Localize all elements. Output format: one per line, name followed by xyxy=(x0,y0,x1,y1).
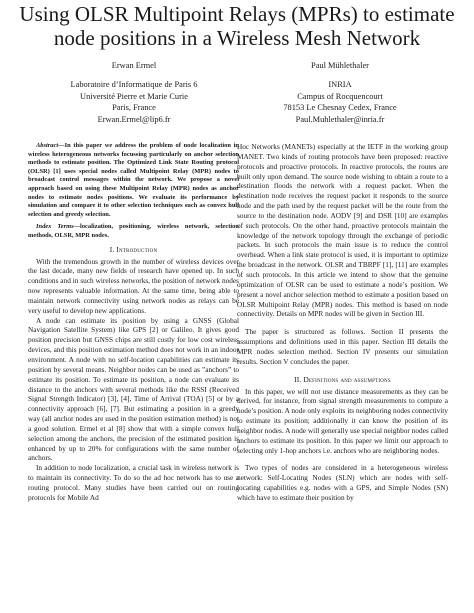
body-paragraph: In this paper, we will not use distance measurements as they can be derived, for instance, from signal strength measurements to compute a node’s position. A node only exploits its neighboring nodes connectivity to estimate its position; additionally it can know the position of its neighbor nodes. A node will generally use special neighbor nodes called anchors to estimate its position. In this paper we limit our approach to selecting only 1-hop anchors i.e. anchors who are neighboring nodes. xyxy=(237,386,448,455)
section-heading-introduction: I. Introduction xyxy=(109,244,158,254)
author-1-affiliation-line: Laboratoire d’Informatique de Paris 6 xyxy=(70,80,198,90)
body-paragraph: In addition to node localization, a crucial task in wireless network is to maintain its connectivity. To do so the ad hoc network has to use a routing protocol. Many studies have been carried out on routing protocols for Mobile Ad xyxy=(28,463,239,502)
author-1 xyxy=(34,60,234,125)
author-2 xyxy=(240,60,440,125)
body-paragraph: With the tremendous growth in the number of wireless devices over the last decade, many new fields of research have opened up. In such conditions and in such wireless networks, the position of network nodes now represents valuable information. At the same time, being able to maintain network connectivity using network nodes as relays can be very useful to develop new applications. xyxy=(28,256,239,315)
abstract xyxy=(28,142,239,219)
body-paragraph: A node can estimate its position by using a GNSS (Global Navigation Satellite System) like GPS [2] or Galileo. It gives good position precision but GNSS chips are still costly for low cost wireless devices, and this position estimation method does not work in an indoor environment. A node with no self-location capabilities can estimate its position by several means. Neighbor nodes can be used as ”anchors” to estimate its position. To estimate its position, a node can evaluate its distance to the anchors with several methods like the RSSI (Received Signal Strength Indicator) [3], [4], Time of Arrival (TOA) [5] or by a connectivity approach [6], [7]. But estimating a position in a greedy way (all anchor nodes are used in the position estimation method) is not a good solution. Ermel et al [8] show that with a simple convex hull selection among the anchors, the precision of the estimated position is enhanced by up to 20% for configurations with the same number of anchors. xyxy=(28,315,239,463)
author-2-name: Paul Mühlethaler xyxy=(311,61,369,70)
author-2-affiliation-line: Campus of Rocquencourt xyxy=(297,91,383,101)
author-1-email: Erwan.Ermel@lip6.fr xyxy=(97,114,171,124)
abstract-text: In this paper we address the problem of node localization in wireless heterogeneous networks focussing particularly on anchor selection methods to estimate position. The Optimized Link State Routing protocol (OLSR) [1] uses special nodes called Multipoint Relay (MPR) nodes to broadcast control messages within the network. We propose a novel approach based on using these Multipoint Relay (MPR) nodes as anchor nodes to estimate nodes positions. We evaluate its performance by simulation and compare it to other selection techniques such as convex hull selection and greedy selection. xyxy=(28,142,239,218)
author-2-affiliation-line: INRIA xyxy=(328,80,352,90)
paper-title: Using OLSR Multipoint Relays (MPRs) to estimate node positions in a Wireless Mesh Network xyxy=(19,2,455,50)
author-2-email: Paul.Muhlethaler@inria.fr xyxy=(295,114,385,124)
right-column xyxy=(237,142,448,503)
index-terms-text: localization, positioning, wireless network, selection methods, OLSR, MPR nodes. xyxy=(28,223,239,239)
body-paragraph: Hoc Networks (MANETs) especially at the IETF in the working group MANET. Two kinds of routing protocols have been proposed: reactive protocols and proactive protocols. In reactive protocols, the routes are built only upon demand. The source node wishing to obtain a route to a destination floods the network with a request packet. When the destination node receives the request packet it responds to the source node and the path used by the request packet will be the route from the source to the destination node. AODV [9] and DSR [10] are examples of such protocols. On the other hand, proactive protocols maintain the knowledge of the network topology through the exchange of periodic packets. In such protocols the main issue is to reduce the control overhead. When a link state protocol is used, it is important to optimize the broadcast in the network. OLSR and TBRPF [1], [11] are examples of such protocols. In this article we intend to show that the genuine optimization of OLSR can be used to estimate a node’s position. We present a novel anchor selection method to estimate a position based on OLSR Multipoint Relay (MPR) nodes. This method is based on node connectivity. Details on MPR nodes will be given in Section III. xyxy=(237,142,448,319)
author-2-affiliation-line: 78153 Le Chesnay Cedex, France xyxy=(283,103,397,113)
author-1-affiliation-line: Université Pierre et Marie Curie xyxy=(80,91,188,101)
abstract-label: Abstract— xyxy=(36,142,65,149)
left-column xyxy=(28,142,239,503)
author-1-affiliation-line: Paris, France xyxy=(112,103,156,113)
body-paragraph: Two types of nodes are considered in a heterogeneous wireless network: Self-Locating Nodes (SLN) which are nodes with self-locating capabilities e.g. nodes with a GPS, and Simple Nodes (SN) which have to estimate their position by xyxy=(237,463,448,502)
author-1-name: Erwan Ermel xyxy=(111,61,157,70)
author-block xyxy=(0,60,474,130)
section-heading-definitions: II. Definitions and assumptions xyxy=(294,374,391,384)
index-terms-label: Index Terms— xyxy=(36,223,81,231)
body-paragraph: The paper is structured as follows. Section II presents the assumptions and definitions used in this paper. Section III details the MPR nodes selection method. Section IV presents our simulation results. Section V concludes the paper. xyxy=(237,327,448,366)
index-terms xyxy=(28,223,239,240)
